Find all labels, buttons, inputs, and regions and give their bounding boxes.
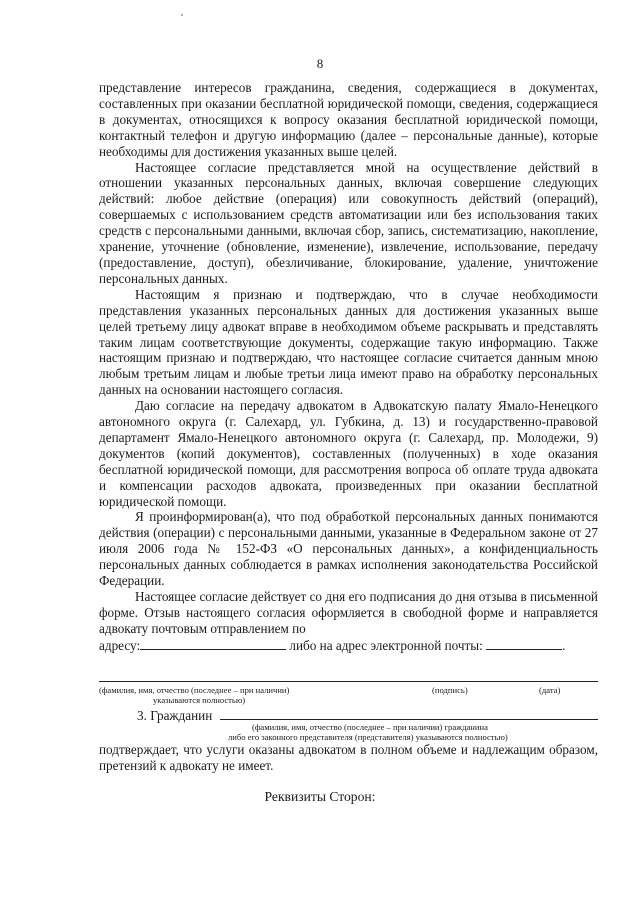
name-caption: (фамилия, имя, отчество (последнее – при наличии)	[99, 685, 290, 695]
confirmation-text: подтверждает, что услуги оказаны адвокатом в полном объеме и надлежащим образом, претензий к адвокату не имеет.	[99, 742, 598, 773]
address-line-end: .	[562, 637, 566, 653]
citizen-name-line	[220, 719, 598, 720]
requisites-heading: Реквизиты Сторон:	[264, 789, 376, 804]
citizen-label: 3. Гражданин	[137, 708, 213, 723]
name-caption-continued: указываются полностью)	[153, 695, 246, 705]
signature-caption: (подпись)	[432, 685, 468, 695]
paragraph-transfer-consent: Даю согласие на передачу адвокатом в Адвокатскую палату Ямало-Ненецкого автономного округа (г. Салехард, ул. Губкина, д. 13) и государственно-правовой департамент Ямало-Ненецкого автономного округа (г. Салехард, пр. Молодежи, 9) документов (копий документов), составленных (полученных) в ходе оказания бесплатной юридической помощи, для рассмотрения вопроса об оплате труда адвоката и компенсации расходов адвоката, произведенных при оказании бесплатной юридической помощи.	[99, 398, 598, 509]
email-address-blank	[486, 637, 562, 650]
date-caption: (дата)	[539, 685, 561, 695]
paragraph-consent-validity: Настоящее согласие действует со дня его подписания до дня отзыва в письменной форме. Отзыв настоящего согласия оформляется в свободной форме и направляется адвокату почтовым отправлением по	[99, 589, 598, 636]
address-line	[99, 637, 598, 654]
scan-speck	[181, 14, 183, 16]
document-body	[99, 80, 598, 654]
paragraph-processing-actions: Настоящее согласие представляется мной на осуществление действий в отношении указанных персональных данных, включая совершение следующих действий: любое действие (операция) или совокупность действий (операций), совершаемых с использованием средств автоматизации или без использования таких средств с персональными данными, включая сбор, запись, систематизацию, накопление, хранение, уточнение (обновление, изменение), извлечение, использование, передачу (предоставление, доступ), обезличивание, блокирование, удаление, уничтожение персональных данных.	[99, 159, 598, 286]
paragraph-third-party-disclosure: Настоящим я признаю и подтверждаю, что в случае необходимости представления указанных персональных данных для достижения указанных выше целей третьему лицу адвокат вправе в необходимом объеме раскрывать и представлять таким лицам соответствующие документы, содержащие такую информацию. Также настоящим признаю и подтверждаю, что настоящее согласие считается данным мною любым третьим лицам и любые третьи лица имеют право на обработку персональных данных на основании настоящего согласия.	[99, 286, 598, 398]
email-label: либо на адрес электронной почты:	[289, 637, 483, 653]
page-number: 8	[316, 56, 324, 71]
signature-line	[99, 681, 598, 682]
citizen-caption-line1: (фамилия, имя, отчество (последнее – при наличии) гражданина	[252, 722, 488, 732]
postal-address-blank	[140, 637, 286, 650]
paragraph-personal-data-definition: представление интересов гражданина, сведения, содержащиеся в документах, составленных при оказании бесплатной юридической помощи, сведения, содержащиеся в документах, относящихся к вопросу оказания бесплатной юридической помощи, контактный телефон и другую информацию (далее – персональные данные), которые необходимы для достижения указанных выше целей.	[99, 80, 598, 159]
address-label: адресу:	[99, 637, 141, 653]
citizen-caption-line2: либо его законного представителя (представителя) указываются полностью)	[228, 732, 508, 742]
paragraph-informed-statement: Я проинформирован(а), что под обработкой персональных данных понимаются действия (операции) с персональными данными, указанные в Федеральном законе от 27 июля 2006 года № 152-ФЗ «О персональных данных», а конфиденциальность персональных данных соблюдается в рамках исполнения законодательства Российской Федерации.	[99, 509, 598, 589]
